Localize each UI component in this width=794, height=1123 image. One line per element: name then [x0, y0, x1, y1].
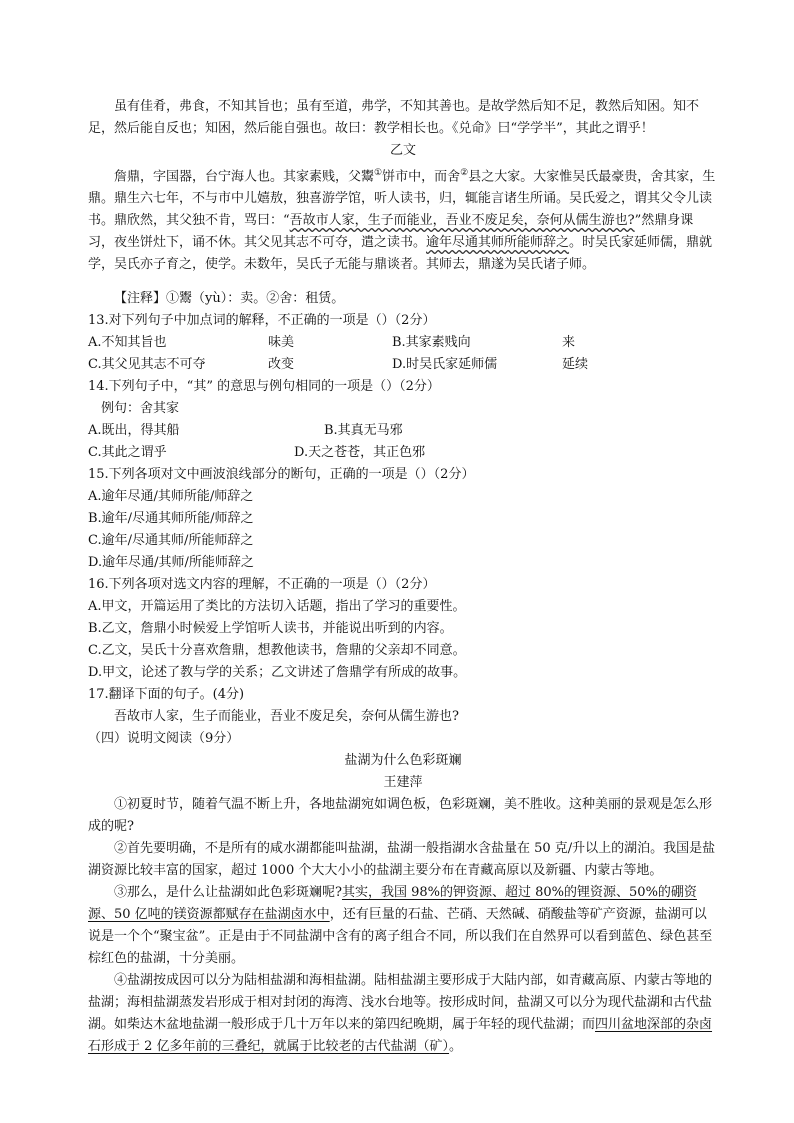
q14-stem: 14.下列句子中，“其” 的意思与例句相同的一项是（）（2分）	[88, 379, 440, 395]
q17-stem: 17.翻译下面的句子。(4分)	[88, 687, 245, 703]
yi-wavy-sentence: 逾年尽通其师所能师辞之	[426, 235, 570, 251]
yi-heading: 乙文	[389, 143, 416, 158]
article-paragraph-1: ①初夏时节，随着气温不断上升，各地盐湖宛如调色板，色彩斑斓，美不胜收。这种美丽的景观是怎么形成的呢?	[88, 797, 713, 835]
q16-option-d: D.甲文，论述了教与学的关系；乙文讲述了詹鼎学有所成的故事。	[88, 665, 467, 681]
q17-sentence: 吾故市人家，生子而能业，吾业不废足矣，奈何从儒生游也?	[114, 709, 459, 725]
q14-option-b: B.其真无马邪	[324, 423, 403, 439]
note-mark-2: ②	[460, 168, 469, 178]
q13-option-d: D.时吴氏家延师儒	[392, 357, 498, 373]
article-author: 王建萍	[383, 775, 423, 791]
q15-option-b: B.逾年/尽通其师所能/师辞之	[88, 511, 254, 527]
q13-option-c: C.其父见其志不可夺	[88, 357, 206, 373]
q14-option-c: C.其此之谓乎	[88, 445, 167, 461]
q14-options-row-2	[88, 442, 718, 464]
q16-option-c: C.乙文，吴氏十分喜欢詹鼎，想教他读书，詹鼎的父亲却不同意。	[88, 643, 466, 659]
q14-option-d: D.天之苍苍，其正色邪	[294, 445, 426, 461]
q13-option-c-gloss: 改变	[268, 357, 295, 373]
q16-option-b: B.乙文，詹鼎小时候爱上学馆听人读书，并能说出听到的内容。	[88, 621, 453, 637]
p4-underlined: 四川盆地深部的杂卤石形成于 2 亿多年前的三叠纪，就属于比较老的古代盐湖（矿）	[88, 1017, 713, 1055]
q13-option-a-gloss: 味美	[268, 335, 295, 351]
article-title: 盐湖为什么色彩斑斓	[344, 753, 462, 769]
q13-option-d-gloss: 延续	[562, 357, 589, 373]
q13-options-row-1	[88, 332, 718, 354]
note-mark-1: ①	[374, 168, 383, 178]
page-content	[88, 96, 718, 1058]
q13-option-b: B.其家素贱向	[392, 335, 471, 351]
yi-paragraph	[88, 162, 718, 276]
jia-paragraph: 虽有佳肴，弗食，不知其旨也；虽有至道，弗学，不知其善也。是故学然后知不足，教然后知困。知不足，然后能自反也；知困，然后能自强也。故曰：教学相长也。《兑命》曰“学学半”，其此之谓乎！	[88, 99, 700, 136]
p4-text-1: ④盐湖按成因可以分为陆相盐湖和海相盐湖。陆相盐湖主要形成于大陆内部，如青藏高原、内蒙古等地的盐湖；海相盐湖蒸发岩形成于相对封闭的海湾、浅水台地等。按形成时间，盐湖又可以分为现代盐湖和古代盐湖。如柴达木盆地盐湖一般形成于几十万年以来的第四纪晚期，属于年轻的现代盐湖；而	[88, 973, 713, 1033]
yi-text-4: ”然鼎身课习，夜坐饼灶下，诵不休。其父见其志不可夺，遣之读书。	[88, 213, 694, 251]
p3-text-1: ③那么，是什么让盐湖如此色彩斑斓呢?	[114, 885, 342, 901]
yi-underlined-sentence: 吾故市人家，生子而能业，吾业不废足矣，奈何从儒生游也?	[289, 213, 635, 229]
q14-options-row-1	[88, 420, 718, 442]
yi-text-3: 县之大家。大家惟吴氏最豪贵，舍其家，生鼎。鼎生六七年，不与市中儿嬉敖，独喜游学馆，听人读书，归，辄能言诸生所诵。吴氏爱之，谓其父令儿读书。鼎欣然，其父独不肯，骂曰：“	[88, 169, 716, 229]
p3-text-2: ，还有巨量的石盐、芒硝、天然碱、硝酸盐等矿产资源，盐湖可以说是一个个“聚宝盆”。正是由于不同盐湖中含有的离子组合不同，所以我们在自然界可以看到蓝色、绿色甚至棕红色的盐湖，十分美丽。	[88, 907, 713, 967]
q13-stem: 13.对下列句子中加点词的解释，不正确的一项是（）（2分）	[88, 313, 436, 329]
q16-option-a: A.甲文，开篇运用了类比的方法切入话题，指出了学习的重要性。	[88, 599, 466, 615]
q13-options-row-2	[88, 354, 718, 376]
q14-example: 例句：舍其家	[101, 401, 180, 417]
q15-option-d: D.逾年尽通/其师/所能师辞之	[88, 555, 254, 571]
annotation-note: 【注释】①鬻（yù）：卖。②舍：租赁。	[114, 291, 345, 307]
q15-option-c: C.逾年/尽通其师/所能师辞之	[88, 533, 254, 549]
q15-option-a: A.逾年尽通/其师所能/师辞之	[88, 489, 254, 505]
article-paragraph-2: ②首先要明确，不是所有的咸水湖都能叫盐湖，盐湖一般指湖水含盐量在 50 克/升以上的湖泊。我国是盐湖资源比较丰富的国家，超过 1000 个大大小小的盐湖主要分布在青藏高原以及新疆、内蒙古等地。	[88, 841, 716, 879]
yi-text-1: 詹鼎，字国器，台宁海人也。其家素贱，父鬻	[114, 169, 375, 185]
p3-underlined: 其实，我国 98%的钾资源、超过 80%的锂资源、50%的硼资源、50 亿吨的镁资源都赋存在盐湖卤水中	[88, 885, 697, 923]
article-paragraph-3	[88, 882, 718, 970]
yi-text-2: 饼市中，而舍	[382, 169, 461, 185]
article-paragraph-4	[88, 970, 718, 1058]
q14-option-a: A.既出，得其船	[88, 423, 180, 439]
q16-stem: 16.下列各项对选文内容的理解，不正确的一项是（）（2分）	[88, 577, 436, 593]
section4-heading: （四）说明文阅读（9分）	[88, 731, 240, 747]
q13-option-b-gloss: 来	[562, 335, 576, 351]
q15-stem: 15.下列各项对文中画波浪线部分的断句，正确的一项是（）（2分）	[88, 467, 475, 483]
yi-text-5: 。时吴氏家延师儒，鼎就学，吴氏亦子育之，使学。未数年，吴氏子无能与鼎谈者。其师去，鼎遂为吴氏诸子师。	[88, 235, 713, 273]
q13-option-a: A.不知其旨也	[88, 335, 167, 351]
p4-text-2: 。	[449, 1039, 463, 1055]
